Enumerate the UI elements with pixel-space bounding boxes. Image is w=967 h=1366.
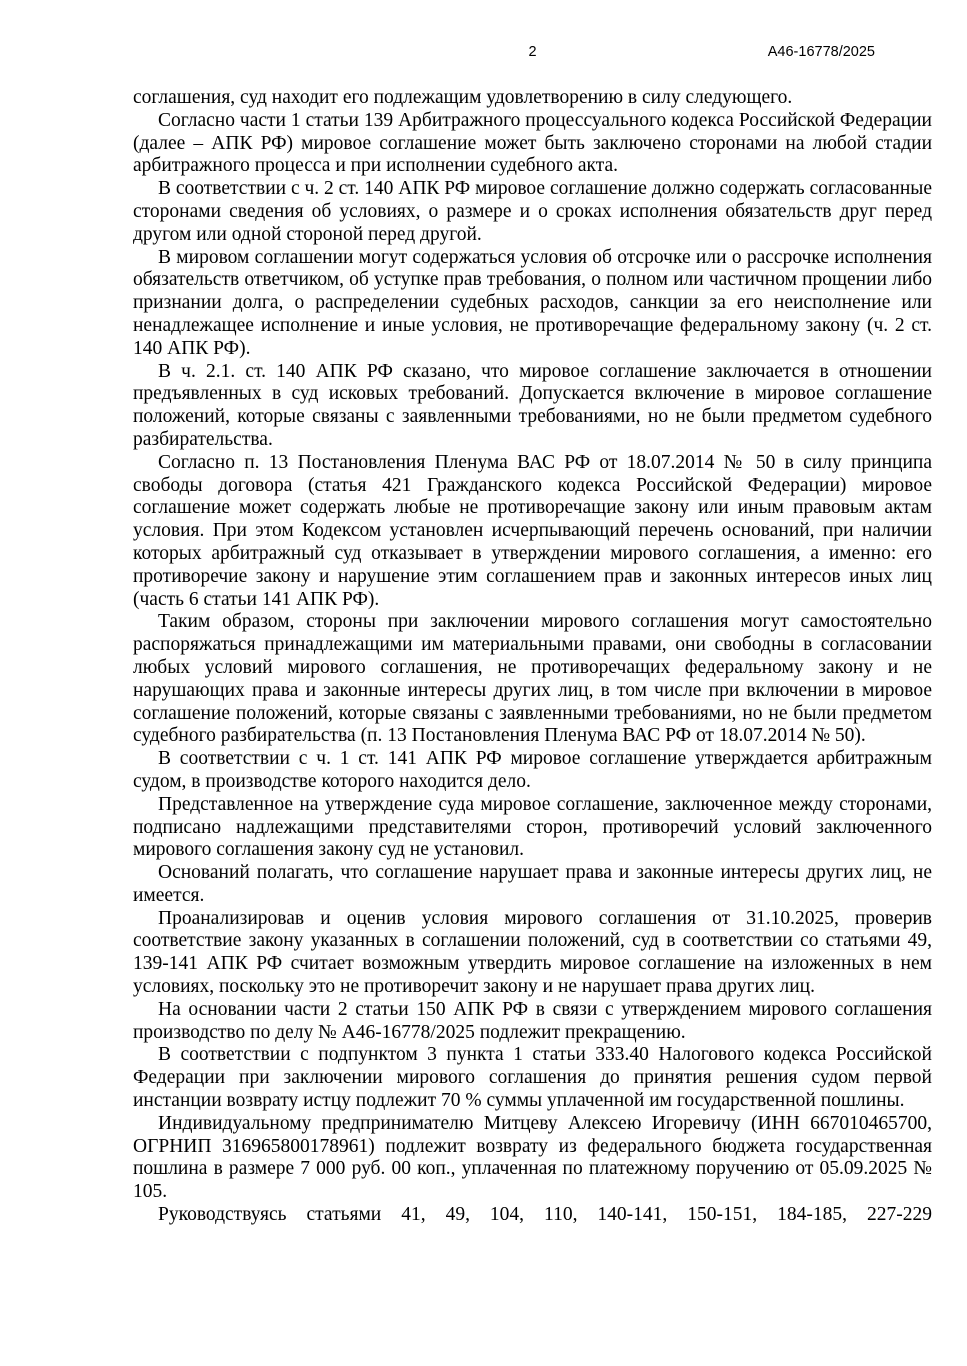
paragraph: Оснований полагать, что соглашение нарушает права и законные интересы других лиц, не имеется.: [133, 862, 932, 906]
paragraph: В соответствии с ч. 2 ст. 140 АПК РФ мировое соглашение должно содержать согласованные сторонами сведения об условиях, о размере и о сроках исполнения обязательств друг перед другом или одной стороной перед другой.: [133, 178, 933, 245]
paragraph: Проанализировав и оценив условия мирового соглашения от 31.10.2025, проверив соответствие закону указанных в соглашении положений, суд в соответствии со статьями 49, 139-141 АПК РФ считает возможным утвердить мировое соглашение на изложенных в нем условиях, поскольку это не противоречит закону и не нарушает права других лиц.: [133, 907, 932, 998]
paragraph: На основании части 2 статьи 150 АПК РФ в связи с утверждением мирового соглашения производство по делу № А46-16778/2025 подлежит прекращению.: [133, 998, 932, 1043]
paragraph: В ч. 2.1. ст. 140 АПК РФ сказано, что мировое соглашение заключается в отношении предъявленных в суд исковых требований. Допускается включение в мировое соглашение положений, которые связаны с заявленными требованиями, но не были предметом судебного разбирательства.: [133, 360, 932, 450]
paragraph: Индивидуальному предпринимателю Митцеву Алексею Игоревичу (ИНН 667010465700, ОГРНИП 316965800178961) подлежит возврату из федерального бюджета государственная пошлина в размере 7 000 руб. 00 коп., уплаченная по платежному поручению от 05.09.2025 № 105.: [133, 1112, 932, 1203]
paragraph: Представленное на утверждение суда мировое соглашение, заключенное между сторонами, подписано надлежащими представителями сторон, противоречий условий заключенного мирового соглашения закону суд не установил.: [133, 793, 932, 861]
paragraph: Согласно п. 13 Постановления Пленума ВАС РФ от 18.07.2014 № 50 в силу принципа свободы договора (статья 421 Гражданского кодекса Российской Федерации) мировое соглашение может содержать любые не противоречащие закону или иным правовым актам условия. При этом Кодексом установлен исчерпывающий перечень оснований, при наличии которых арбитражный суд отказывает в утверждении мирового соглашения, а именно: его противоречие закону и нарушение этим соглашением прав и законных интересов иных лиц (часть 6 статьи 141 АПК РФ).: [133, 451, 932, 610]
page-number: 2: [528, 44, 537, 60]
document-body: [133, 87, 932, 1227]
paragraph: Руководствуясь статьями 41, 49, 104, 110, 140-141, 150-151, 184-185, 227-229: [158, 1204, 932, 1226]
page-header: [133, 44, 932, 64]
paragraph: В соответствии с подпунктом 3 пункта 1 статьи 333.40 Налогового кодекса Российской Федерации при заключении мирового соглашения до принятия решения судом первой инстанции возврату истцу подлежит 70 % суммы уплаченной им государственной пошлины.: [133, 1044, 932, 1112]
paragraph: В соответствии с ч. 1 ст. 141 АПК РФ мировое соглашение утверждается арбитражным судом, в производстве которого находится дело.: [133, 748, 932, 792]
paragraph: В мировом соглашении могут содержаться условия об отсрочке или о рассрочке исполнения обязательств ответчиком, об уступке прав требования, о полном или частичном прощении либо признании долга, о распределении судебных расходов, санкции за его неисполнение или ненадлежащее исполнение и иные условия, не противоречащие федеральному закону (ч. 2 ст. 140 АПК РФ).: [133, 246, 932, 359]
paragraph: соглашения, суд находит его подлежащим удовлетворению в силу следующего.: [133, 87, 793, 108]
case-number: А46-16778/2025: [767, 44, 875, 60]
paragraph: Согласно части 1 статьи 139 Арбитражного процессуального кодекса Российской Федерации (далее – АПК РФ) мировое соглашение может быть заключено сторонами на любой стадии арбитражного процесса и при исполнении судебного акта.: [133, 109, 932, 177]
paragraph: Таким образом, стороны при заключении мирового соглашения могут самостоятельно распоряжаться принадлежащими им материальными правами, они свободны в согласовании любых условий мирового соглашения, не противоречащих федеральному закону и не нарушающих права и законные интересы других лиц, в том числе при включении в мировое соглашение положений, которые связаны с заявленными требованиями, но не были предметом судебного разбирательства (п. 13 Постановления Пленума ВАС РФ от 18.07.2014 № 50).: [133, 611, 932, 747]
